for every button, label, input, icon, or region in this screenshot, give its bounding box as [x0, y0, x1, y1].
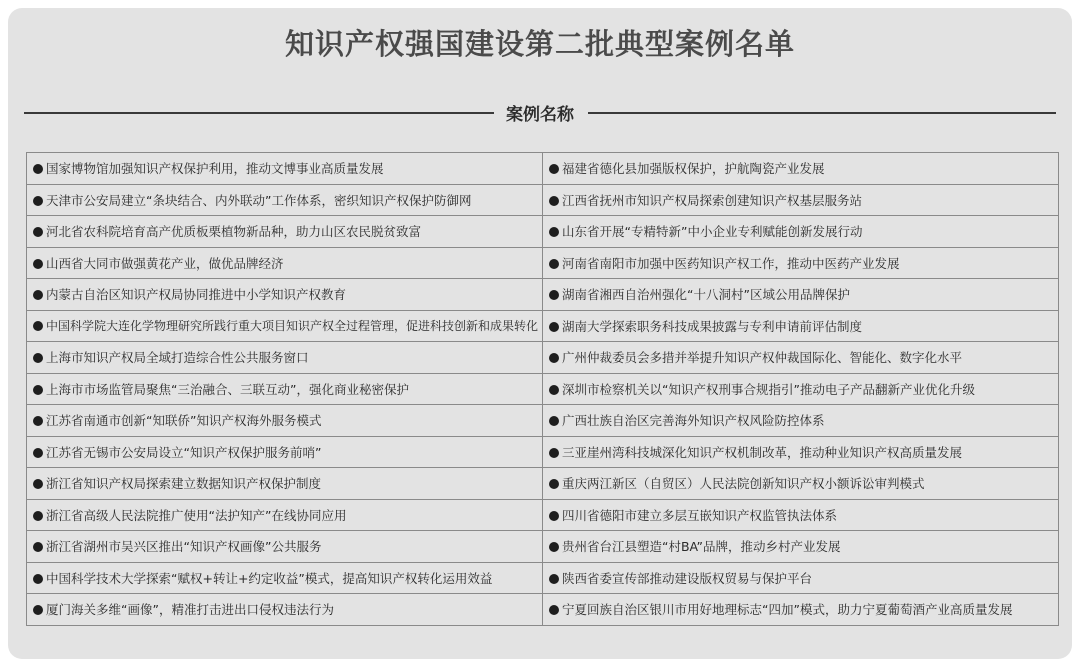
- bullet-icon: [33, 542, 43, 552]
- case-name: 三亚崖州湾科技城深化知识产权机制改革，推动种业知识产权高质量发展: [562, 444, 963, 460]
- case-cell-right: [543, 405, 1059, 437]
- bullet-icon: [549, 322, 559, 332]
- case-name: 广西壮族自治区完善海外知识产权风险防控体系: [562, 413, 825, 429]
- case-name: 宁夏回族自治区银川市用好地理标志“四加”模式，助力宁夏葡萄酒产业高质量发展: [562, 602, 1013, 618]
- case-cell-left: [27, 499, 543, 531]
- table-row: [27, 499, 1059, 531]
- case-cell-right: [543, 279, 1059, 311]
- case-cell-left: [27, 531, 543, 563]
- bullet-icon: [33, 416, 43, 426]
- table-row: [27, 247, 1059, 279]
- bullet-icon: [549, 196, 559, 206]
- table-row: [27, 405, 1059, 437]
- case-name: 陕西省委宣传部推动建设版权贸易与保护平台: [562, 570, 813, 586]
- case-name: 湖南大学探索职务科技成果披露与专利申请前评估制度: [562, 318, 863, 334]
- case-name: 浙江省知识产权局探索建立数据知识产权保护制度: [46, 476, 322, 492]
- case-cell-left: [27, 405, 543, 437]
- bullet-icon: [33, 479, 43, 489]
- case-name: 广州仲裁委员会多措并举提升知识产权仲裁国际化、智能化、数字化水平: [562, 350, 963, 366]
- bullet-icon: [33, 290, 43, 300]
- table-row: [27, 184, 1059, 216]
- case-cell-right: [543, 436, 1059, 468]
- case-cell-right: [543, 184, 1059, 216]
- table-row: [27, 310, 1059, 342]
- table-row: [27, 562, 1059, 594]
- bullet-icon: [33, 196, 43, 206]
- table-subtitle: 案例名称: [506, 105, 574, 125]
- subtitle-rule-right: [588, 112, 1056, 114]
- case-name: 中国科学院大连化学物理研究所践行重大项目知识产权全过程管理，促进科技创新和成果转化: [46, 319, 539, 334]
- case-name: 内蒙古自治区知识产权局协同推进中小学知识产权教育: [46, 287, 347, 303]
- case-table: [26, 152, 1059, 626]
- case-cell-right: [543, 594, 1059, 626]
- case-cell-right: [543, 216, 1059, 248]
- case-cell-right: [543, 562, 1059, 594]
- table-row: [27, 531, 1059, 563]
- case-name: 上海市知识产权局全域打造综合性公共服务窗口: [46, 350, 309, 366]
- case-name: 福建省德化县加强版权保护，护航陶瓷产业发展: [562, 161, 825, 177]
- table-row: [27, 468, 1059, 500]
- case-name: 湖南省湘西自治州强化“十八洞村”区域公用品牌保护: [562, 287, 850, 303]
- case-name: 贵州省台江县塑造“村BA”品牌，推动乡村产业发展: [562, 539, 841, 555]
- bullet-icon: [33, 259, 43, 269]
- bullet-icon: [33, 448, 43, 458]
- case-name: 江西省抚州市知识产权局探索创建知识产权基层服务站: [562, 192, 863, 208]
- case-cell-right: [543, 247, 1059, 279]
- bullet-icon: [549, 479, 559, 489]
- table-row: [27, 153, 1059, 185]
- case-cell-left: [27, 436, 543, 468]
- bullet-icon: [549, 605, 559, 615]
- case-cell-right: [543, 468, 1059, 500]
- case-cell-right: [543, 310, 1059, 342]
- case-name: 深圳市检察机关以“知识产权刑事合规指引”推动电子产品翻新产业优化升级: [562, 381, 975, 397]
- table-row: [27, 279, 1059, 311]
- case-cell-right: [543, 342, 1059, 374]
- case-name: 浙江省湖州市吴兴区推出“知识产权画像”公共服务: [46, 539, 322, 555]
- case-name: 天津市公安局建立“条块结合、内外联动”工作体系，密织知识产权保护防御网: [46, 192, 472, 208]
- bullet-icon: [33, 321, 43, 331]
- case-cell-right: [543, 153, 1059, 185]
- table-row: [27, 436, 1059, 468]
- bullet-icon: [549, 164, 559, 174]
- bullet-icon: [549, 574, 559, 584]
- bullet-icon: [33, 227, 43, 237]
- case-name: 四川省德阳市建立多层互嵌知识产权监管执法体系: [562, 507, 838, 523]
- case-name: 江苏省无锡市公安局设立“知识产权保护服务前哨”: [46, 444, 322, 460]
- subtitle-rule-left: [24, 112, 494, 114]
- case-cell-left: [27, 562, 543, 594]
- table-row: [27, 342, 1059, 374]
- case-cell-left: [27, 468, 543, 500]
- case-cell-left: [27, 216, 543, 248]
- case-name: 重庆两江新区（自贸区）人民法院创新知识产权小额诉讼审判模式: [562, 476, 925, 492]
- case-name: 山东省开展“专精特新”中小企业专利赋能创新发展行动: [562, 224, 863, 240]
- case-name: 河南省南阳市加强中医药知识产权工作，推动中医药产业发展: [562, 255, 900, 271]
- table-row: [27, 216, 1059, 248]
- bullet-icon: [549, 542, 559, 552]
- case-name: 国家博物馆加强知识产权保护利用，推动文博事业高质量发展: [46, 161, 384, 177]
- bullet-icon: [33, 574, 43, 584]
- case-name: 中国科学技术大学探索“赋权+转让+约定收益”模式，提高知识产权转化运用效益: [46, 570, 493, 586]
- bullet-icon: [549, 385, 559, 395]
- page-title: 知识产权强国建设第二批典型案例名单: [284, 27, 795, 61]
- bullet-icon: [33, 353, 43, 363]
- case-cell-right: [543, 499, 1059, 531]
- bullet-icon: [549, 259, 559, 269]
- case-cell-left: [27, 310, 543, 342]
- bullet-icon: [33, 511, 43, 521]
- case-name: 浙江省高级人民法院推广使用“法护知产”在线协同应用: [46, 507, 347, 523]
- case-name: 江苏省南通市创新“知联侨”知识产权海外服务模式: [46, 413, 322, 429]
- bullet-icon: [549, 227, 559, 237]
- bullet-icon: [33, 385, 43, 395]
- case-cell-left: [27, 342, 543, 374]
- case-cell-left: [27, 153, 543, 185]
- bullet-icon: [549, 448, 559, 458]
- bullet-icon: [549, 353, 559, 363]
- table-row: [27, 373, 1059, 405]
- case-cell-left: [27, 184, 543, 216]
- case-name: 上海市市场监管局聚焦“三治融合、三联互动”，强化商业秘密保护: [46, 381, 409, 397]
- case-name: 厦门海关多维“画像”，精准打击进出口侵权违法行为: [46, 602, 334, 618]
- case-name: 河北省农科院培育高产优质板栗植物新品种，助力山区农民脱贫致富: [46, 224, 422, 240]
- table-row: [27, 594, 1059, 626]
- bullet-icon: [33, 164, 43, 174]
- case-cell-right: [543, 373, 1059, 405]
- bullet-icon: [549, 511, 559, 521]
- bullet-icon: [33, 605, 43, 615]
- case-cell-left: [27, 279, 543, 311]
- case-cell-left: [27, 373, 543, 405]
- case-name: 山西省大同市做强黄花产业，做优品牌经济: [46, 255, 284, 271]
- case-cell-left: [27, 594, 543, 626]
- case-cell-left: [27, 247, 543, 279]
- bullet-icon: [549, 290, 559, 300]
- case-cell-right: [543, 531, 1059, 563]
- bullet-icon: [549, 416, 559, 426]
